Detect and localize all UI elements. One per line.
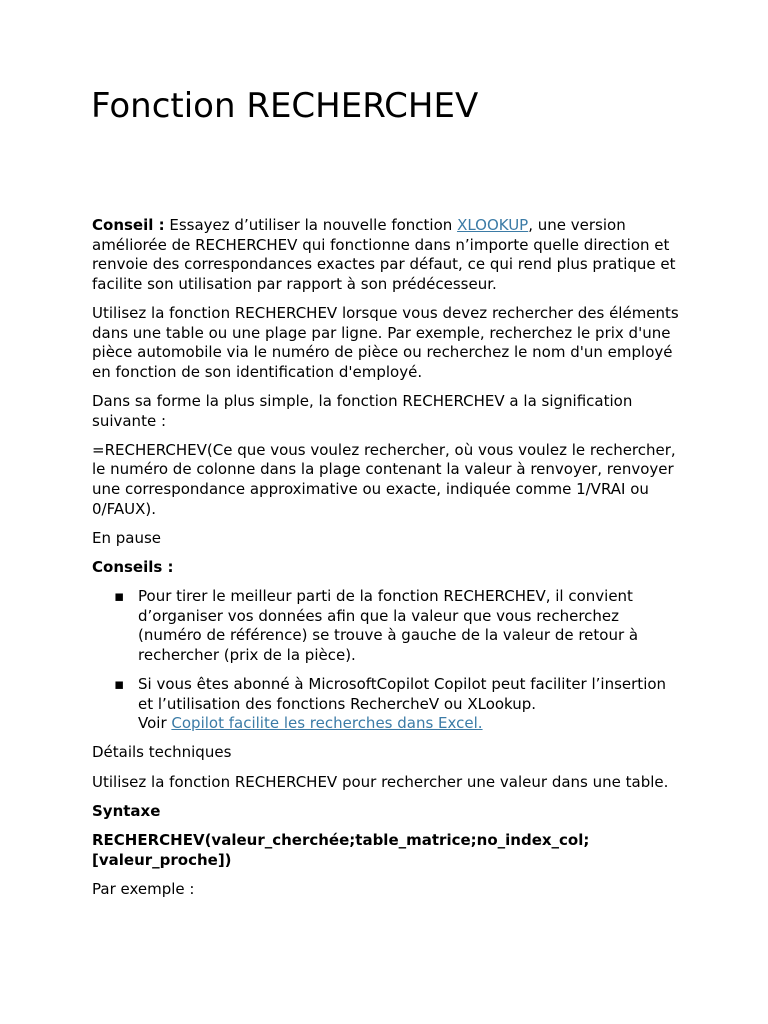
tip-item-text: Si vous êtes abonné à MicrosoftCopilot Copilot peut faciliter l’insertion et l’utilisation des fonctions RechercheV ou XLookup.: [138, 675, 667, 713]
bullet-icon: ▪: [114, 675, 125, 694]
copilot-link[interactable]: Copilot facilite les recherches dans Excel.: [171, 714, 483, 733]
tip-paragraph: [92, 216, 684, 294]
syntax-formula-text: RECHERCHEV(valeur_cherchée;table_matrice;no_index_col;[valeur_proche]): [92, 830, 590, 869]
tip-item-text: Pour tirer le meilleur parti de la fonction RECHERCHEV, il convient d’organiser vos données afin que la valeur que vous recherchez (numéro de référence) se trouve à gauche de la valeur de retour à rechercher (prix de la pièce).: [138, 587, 639, 664]
syntax-heading: [92, 802, 684, 822]
page-title: Fonction RECHERCHEV: [91, 86, 479, 126]
syntax-heading-text: Syntaxe: [92, 801, 161, 820]
formula-paragraph: =RECHERCHEV(Ce que vous voulez rechercher, où vous voulez le rechercher, le numéro de colonne dans la plage contenant la valeur à renvoyer, renvoyer une correspondance approximative ou exacte, indiquée comme 1/VRAI ou 0/FAUX).: [92, 440, 676, 518]
list-item: [92, 675, 684, 734]
intro-paragraph: Utilisez la fonction RECHERCHEV lorsque vous devez rechercher des éléments dans une table ou une plage par ligne. Par exemple, recherchez le prix d'une pièce automobile via le numéro de pièce ou recherchez le nom d'un employé en fonction de son identification d'employé.: [92, 303, 679, 381]
tip-label: Conseil :: [92, 216, 165, 234]
see-label: Voir: [138, 714, 172, 733]
tips-heading-text: Conseils :: [92, 557, 174, 576]
tip-text-after: , une version améliorée de RECHERCHEV qui fonctionne dans n’importe quelle direction et renvoie des correspondances exactes par défaut, ce qui rend plus pratique et facilite son utilisation par rapport à son prédécesseur.: [92, 216, 676, 293]
example-label: Par exemple :: [92, 879, 195, 898]
tip-text-before: Essayez d’utiliser la nouvelle fonction: [164, 216, 458, 234]
tips-heading: [92, 558, 684, 578]
tips-list: [92, 587, 684, 734]
pause-label: En pause: [92, 528, 162, 547]
syntax-formula: [92, 831, 684, 870]
technical-details-label: Détails techniques: [92, 743, 232, 762]
document-body: [92, 216, 684, 909]
usage-paragraph: Utilisez la fonction RECHERCHEV pour rechercher une valeur dans une table.: [92, 772, 669, 791]
xlookup-link[interactable]: XLOOKUP: [457, 216, 529, 234]
bullet-icon: ▪: [114, 587, 125, 606]
list-item: [92, 587, 684, 665]
simple-form-paragraph: Dans sa forme la plus simple, la fonction RECHERCHEV a la signification suivante :: [92, 391, 633, 430]
